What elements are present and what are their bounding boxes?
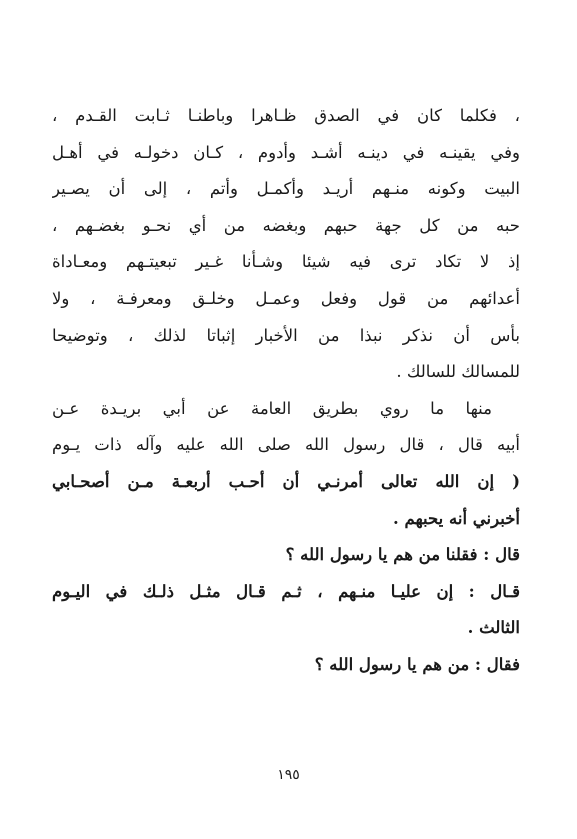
page-number: ١٩٥ bbox=[277, 767, 300, 783]
text-line-4: حبه من كل جهة حبهم وبغضه من أي نحـو بغضـهم ، bbox=[52, 215, 520, 235]
dialogue-line-4: فقال : من هم يا رسول الله ؟ bbox=[314, 654, 520, 674]
hadith-line-2: أخبرني أنه يحبهم . bbox=[392, 508, 520, 528]
text-line-5: إذ لا تكاد ترى فيه شيئا وشـأنا غـير تبعيتـهم ومعـاداة bbox=[52, 252, 520, 272]
text-line-1: ، فكلما كان في الصدق ظـاهرا وباطنـا ثـابت القـدم ، bbox=[52, 106, 520, 125]
text-line-9: منها ما روي بطريق العامة عن أبي بريـدة عـن bbox=[52, 398, 492, 418]
dialogue-line-2: قـال : إن عليـا منـهم ، ثـم قـال مثـل ذلـك في اليـوم bbox=[52, 581, 520, 601]
text-line-2: وفي يقينـه في دينـه أشـد وأدوم ، كـان دخولـه في أهـل bbox=[52, 142, 520, 162]
text-line-10: أبيه قال ، قال رسول الله صلى الله عليه وآله ذات يـوم bbox=[52, 435, 520, 455]
dialogue-line-3: الثالث . bbox=[467, 618, 520, 638]
text-line-3: البيت وكونه منـهم أريـد وأكمـل وأتم ، إلى أن يصـير bbox=[52, 179, 520, 199]
dialogue-line-1: قال : فقلنا من هم يا رسول الله ؟ bbox=[285, 545, 520, 565]
text-line-7: بأس أن نذكر نبذا من الأخبار إثباتا لذلك ، وتوضيحا bbox=[52, 325, 520, 345]
hadith-line-1: ( إن الله تعالى أمرنـي أن أحـب أربعـة مـن أصحـابي bbox=[52, 471, 520, 491]
text-line-8: للمسالك للسالك . bbox=[396, 362, 520, 382]
text-line-6: أعدائهم من قول وفعل وعمـل وخلـق ومعرفـة ، ولا bbox=[52, 288, 520, 308]
body-text bbox=[52, 98, 520, 684]
